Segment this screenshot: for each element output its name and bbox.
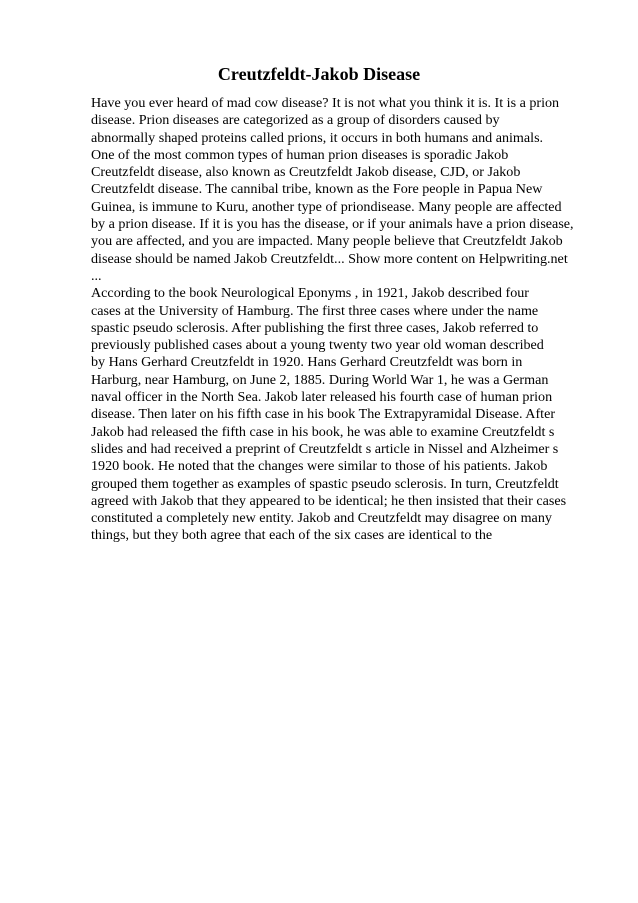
text-line: disease should be named Jakob Creutzfeldt... Show more content on Helpwriting.net <box>91 250 568 267</box>
text-line: One of the most common types of human prion diseases is sporadic Jakob <box>91 146 509 163</box>
text-line: constituted a completely new entity. Jakob and Creutzfeldt may disagree on many <box>91 510 552 527</box>
text-line: Guinea, is immune to Kuru, another type of priondisease. Many people are affected <box>91 198 562 215</box>
text-line: cases at the University of Hamburg. The first three cases where under the name <box>91 302 539 319</box>
text-line: things, but they both agree that each of the six cases are identical to the <box>91 527 493 544</box>
text-line: naval officer in the North Sea. Jakob later released his fourth case of human prion <box>91 389 553 406</box>
text-line: by Hans Gerhard Creutzfeldt in 1920. Hans Gerhard Creutzfeldt was born in <box>91 354 523 371</box>
text-line: disease. Then later on his fifth case in his book The Extrapyramidal Disease. After <box>91 406 556 423</box>
page-title: Creutzfeldt-Jakob Disease <box>217 64 421 84</box>
text-line: Harburg, near Hamburg, on June 2, 1885. During World War 1, he was a German <box>91 371 549 388</box>
text-line: spastic pseudo sclerosis. After publishing the first three cases, Jakob referred to <box>91 319 539 336</box>
text-line: previously published cases about a young twenty two year old woman described <box>91 337 544 354</box>
text-line: Jakob had released the fifth case in his book, he was able to examine Creutzfeldt s <box>91 423 555 440</box>
text-line: grouped them together as examples of spastic pseudo sclerosis. In turn, Creutzfeldt <box>91 475 559 492</box>
text-line-ellipsis: ... <box>91 267 102 284</box>
text-line: Have you ever heard of mad cow disease? It is not what you think it is. It is a prion <box>91 95 560 111</box>
text-line: slides and had received a preprint of Creutzfeldt s article in Nissel and Alzheimer s <box>91 440 559 457</box>
text-line: you are affected, and you are impacted. Many people believe that Creutzfeldt Jakob <box>91 233 563 250</box>
body-text <box>91 95 574 545</box>
text-line: by a prion disease. If it is you has the disease, or if your animals have a prion disease, <box>91 216 574 233</box>
text-line: 1920 book. He noted that the changes were similar to those of his patients. Jakob <box>91 458 548 475</box>
text-line: Creutzfeldt disease. The cannibal tribe, known as the Fore people in Papua New <box>91 181 543 198</box>
text-line: abnormally shaped proteins called prions, it occurs in both humans and animals. <box>91 129 544 146</box>
text-line: According to the book Neurological Eponyms , in 1921, Jakob described four <box>91 285 529 302</box>
text-line: disease. Prion diseases are categorized as a group of disorders caused by <box>91 112 500 129</box>
text-line: Creutzfeldt disease, also known as Creutzfeldt Jakob disease, CJD, or Jakob <box>91 164 521 181</box>
text-line: agreed with Jakob that they appeared to be identical; he then insisted that their cases <box>91 492 567 509</box>
